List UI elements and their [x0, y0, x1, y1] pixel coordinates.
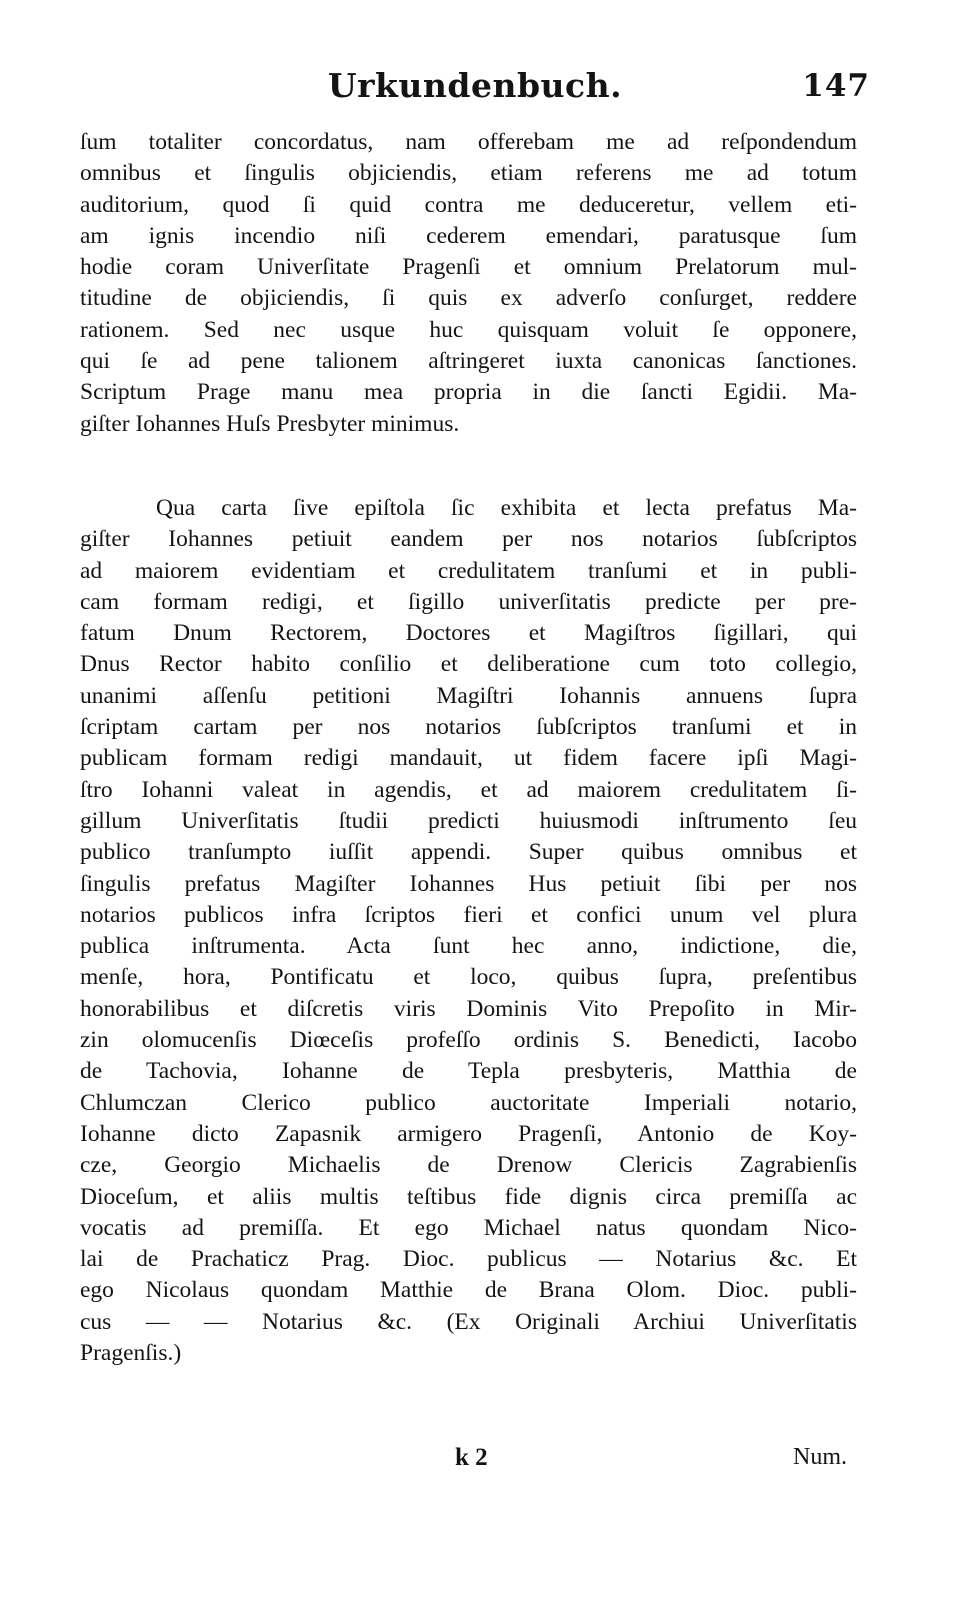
page-header	[80, 66, 870, 116]
paragraph-transumpt	[80, 493, 857, 1369]
text-line: omnibus et ſingulis objiciendis, etiam referens me ad totum	[80, 160, 857, 187]
catchword: Num.	[793, 1444, 847, 1470]
paragraph-letter	[80, 127, 857, 440]
text-line: Scriptum Prage manu mea propria in die ſancti Egidii. Ma-	[80, 379, 857, 406]
page-number: 147	[802, 68, 870, 104]
running-title: Urkundenbuch.	[327, 66, 623, 105]
text-line: ego Nicolaus quondam Matthie de Brana Olom. Dioc. publi-	[80, 1277, 857, 1304]
page-footer	[80, 1444, 857, 1484]
text-line: fatum Dnum Rectorem, Doctores et Magiſtros ſigillari, qui	[80, 620, 857, 647]
text-line: cam formam redigi, et ſigillo univerſitatis predicte per pre-	[80, 588, 857, 615]
text-line: lai de Prachaticz Prag. Dioc. publicus — Notarius &c. Et	[80, 1246, 857, 1273]
text-line: notarios publicos infra ſcriptos fieri et confici unum vel plura	[80, 901, 857, 928]
text-line: cze, Georgio Michaelis de Drenow Clericis Zagrabienſis	[80, 1152, 857, 1179]
text-line: de Tachovia, Iohanne de Tepla presbyteris, Matthia de	[80, 1058, 857, 1085]
text-line: Dioceſum, et aliis multis teſtibus fide dignis circa premiſſa ac	[80, 1183, 857, 1210]
text-line: ſcriptam cartam per nos notarios ſubſcriptos tranſumi et in	[80, 714, 857, 741]
text-line: ſum totaliter concordatus, nam offerebam me ad reſpondendum	[80, 129, 857, 155]
text-line: giſter Iohannes petiuit eandem per nos notarios ſubſcriptos	[80, 526, 857, 553]
text-line: Qua carta ſive epiſtola ſic exhibita et lecta prefatus Ma-	[156, 495, 857, 521]
text-line: gillum Univerſitatis ſtudii predicti huiusmodi inſtrumento ſeu	[80, 807, 857, 834]
text-line: publica inſtrumenta. Acta ſunt hec anno, indictione, die,	[80, 933, 857, 960]
text-line: publico tranſumpto iuſſit appendi. Super quibus omnibus et	[80, 839, 857, 866]
text-line: Pragenſis.)	[80, 1340, 182, 1367]
text-line: ſingulis prefatus Magiſter Iohannes Hus petiuit ſibi per nos	[80, 870, 857, 897]
text-line: ſtro Iohanni valeat in agendis, et ad maiorem credulitatem ſi-	[80, 776, 857, 803]
text-line: menſe, hora, Pontificatu et loco, quibus ſupra, preſentibus	[80, 964, 857, 991]
text-line: auditorium, quod ſi quid contra me deduceretur, vellem eti-	[80, 191, 857, 218]
signature-mark: k 2	[455, 1444, 488, 1471]
text-line: honorabilibus et diſcretis viris Dominis Vito Prepoſito in Mir-	[80, 995, 857, 1022]
text-line: publicam formam redigi mandauit, ut fidem facere ipſi Magi-	[80, 745, 857, 772]
text-line: titudine de objiciendis, ſi quis ex adverſo conſurget, reddere	[80, 285, 857, 312]
text-line: Iohanne dicto Zapasnik armigero Pragenſi, Antonio de Koy-	[80, 1120, 857, 1147]
text-line: giſter Iohannes Huſs Presbyter minimus.	[80, 410, 460, 437]
text-line: am ignis incendio niſi cederem emendari, paratusque ſum	[80, 222, 857, 249]
text-line: unanimi aſſenſu petitioni Magiſtri Iohannis annuens ſupra	[80, 682, 857, 709]
text-line: Dnus Rector habito conſilio et deliberatione cum toto collegio,	[80, 651, 857, 678]
text-line: cus — — Notarius &c. (Ex Originali Archiui Univerſitatis	[80, 1308, 857, 1335]
text-line: Chlumczan Clerico publico auctoritate Imperiali notario,	[80, 1089, 857, 1116]
text-line: rationem. Sed nec usque huc quisquam voluit ſe opponere,	[80, 316, 857, 343]
text-line: vocatis ad premiſſa. Et ego Michael natus quondam Nico-	[80, 1214, 857, 1241]
text-line: qui ſe ad pene talionem aſtringeret iuxta canonicas ſanctiones.	[80, 348, 857, 375]
text-line: hodie coram Univerſitate Pragenſi et omnium Prelatorum mul-	[80, 254, 857, 281]
text-line: zin olomucenſis Diœceſis profeſſo ordinis S. Benedicti, Iacobo	[80, 1027, 857, 1054]
text-line: ad maiorem evidentiam et credulitatem tranſumi et in publi-	[80, 557, 857, 584]
